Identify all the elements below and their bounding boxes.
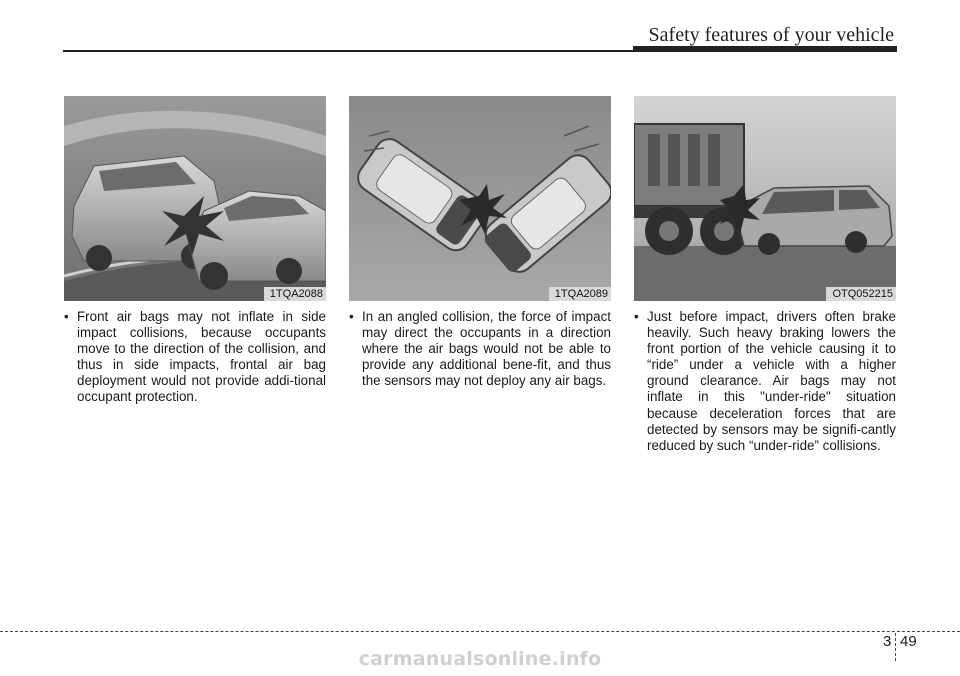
column-side-impact — [64, 96, 326, 406]
bullet-item — [634, 309, 896, 454]
header-rule — [63, 50, 633, 52]
figure-code: OTQ052215 — [826, 287, 896, 301]
angled-collision-illustration — [349, 96, 611, 301]
angled-collision-image — [349, 96, 611, 301]
under-ride-illustration — [634, 96, 896, 301]
watermark: carmanualsonline.info — [358, 648, 602, 670]
column-under-ride — [634, 96, 896, 454]
under-ride-image — [634, 96, 896, 301]
bullet-marker: • — [349, 309, 354, 324]
side-impact-illustration — [64, 96, 326, 301]
figure-code: 1TQA2088 — [264, 287, 326, 301]
column-angled-collision — [349, 96, 611, 389]
bullet-text: Just before impact, drivers often brake heavily. Such heavy braking lowers the front portion of the vehicle causing it to “ride” under a vehicle with a higher ground clearance. Air bags may not inflate in this "under-ride" situation because deceleration forces that are detected by sensors may be signifi-cantly reduced by such “under-ride” collisions. — [647, 309, 896, 453]
chapter-number: 3 — [883, 633, 892, 650]
bullet-text: Front air bags may not inflate in side impact collisions, because occupants move to the direction of the collision, and thus in side impacts, frontal air bag deployment would not provide addi-tional occupant protection. — [77, 309, 326, 405]
side-impact-image — [64, 96, 326, 301]
bullet-marker: • — [634, 309, 639, 324]
page-number: 49 — [900, 633, 917, 650]
header-rule-accent — [633, 46, 897, 52]
bullet-marker: • — [64, 309, 69, 324]
bullet-item — [349, 309, 611, 389]
bullet-item — [64, 309, 326, 406]
figure-code: 1TQA2089 — [549, 287, 611, 301]
footer-rule — [0, 631, 960, 632]
bullet-text: In an angled collision, the force of impact may direct the occupants in a direction where the air bags would not be able to provide any additional bene-fit, and thus the sensors may not deploy any air bags. — [362, 309, 611, 389]
section-title: Safety features of your vehicle — [648, 24, 894, 46]
